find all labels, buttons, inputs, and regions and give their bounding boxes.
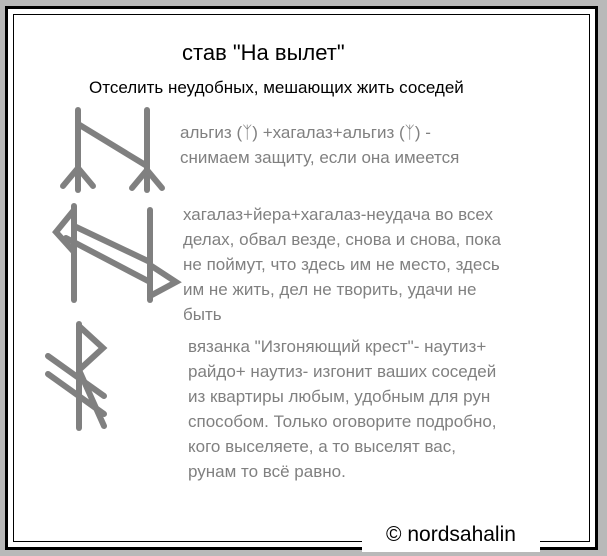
algiz-description: альгиз (ᛉ) +хагалаз+альгиз (ᛉ) - снимаем защиту, если она имеется xyxy=(180,123,460,167)
hagalaz-description: хагалаз+йера+хагалаз-неудача во всех делах, обвал везде, снова и снова, пока не поймут, что здесь им не место, здесь им не жить, дел не творить, удачи не быть xyxy=(183,205,502,324)
page-subtitle: Отселить неудобных, мешающих жить соседей xyxy=(89,78,464,97)
rune-nauthiz-raido-nauthiz-icon xyxy=(48,324,104,428)
page-title: став "На вылет" xyxy=(182,40,345,65)
copyright-label: © nordsahalin xyxy=(362,518,540,552)
rune-algiz-hagalaz-algiz-icon xyxy=(63,110,162,190)
rune-hagalaz-jera-hagalaz-icon xyxy=(56,206,176,300)
vyazanka-description: вязанка "Изгоняющий крест"- наутиз+ райдо+ наутиз- изгонит ваших соседей из квартиры любым, удобным для рун способом. Только оговорите подробно, кого выселяете, а то выселят вас, рунам то всё равно. xyxy=(188,337,497,481)
